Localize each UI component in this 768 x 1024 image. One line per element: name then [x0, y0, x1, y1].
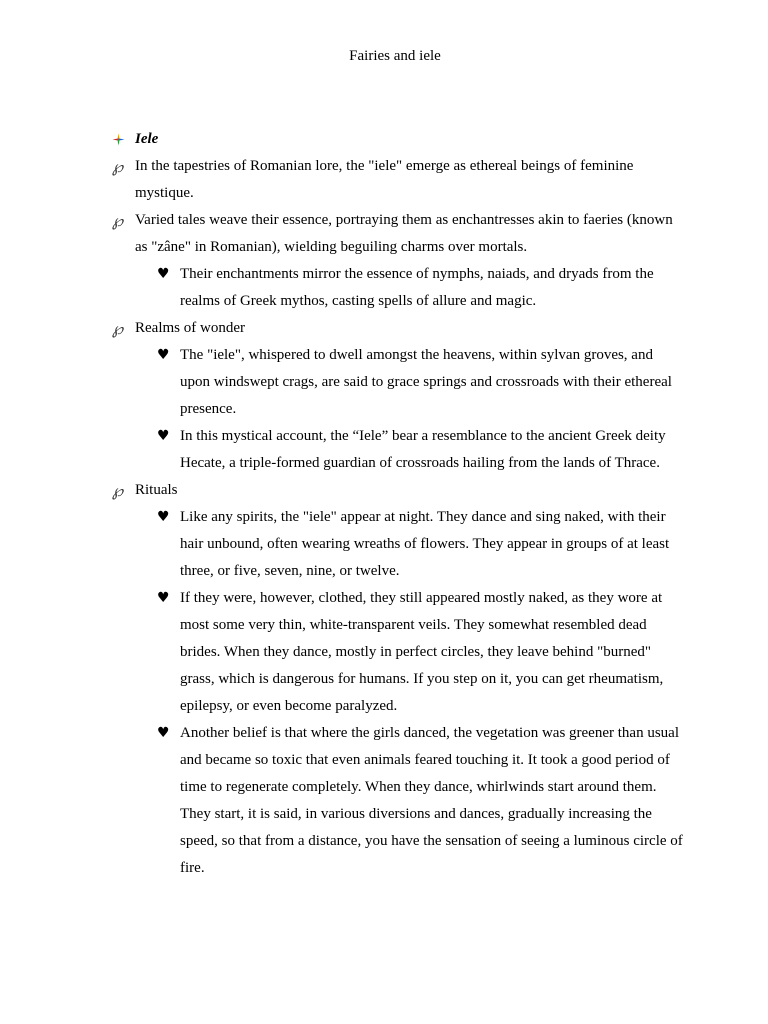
document-body [112, 126, 684, 882]
bullet-list [112, 153, 684, 882]
list-item [112, 153, 684, 207]
sub-list-item [112, 423, 684, 477]
heart-icon: ♥ [157, 509, 170, 525]
sub-list-item [112, 261, 684, 315]
list-item [112, 477, 684, 504]
sub-list-item [112, 720, 684, 882]
sub-list-item [112, 585, 684, 720]
weierstrass-p-icon: ℘ [112, 157, 124, 176]
list-item [112, 315, 684, 342]
list-item-text: Varied tales weave their essence, portraying them as enchantresses akin to faeries (known as "zâne" in Romanian), wielding beguiling charms over mortals. [135, 212, 673, 255]
heart-icon: ♥ [157, 347, 170, 363]
sub-list-item [112, 342, 684, 423]
document-header: Fairies and iele [349, 48, 441, 64]
heart-icon: ♥ [157, 428, 170, 444]
heart-icon: ♥ [157, 590, 170, 606]
section-heading [112, 126, 684, 153]
list-item-text: Their enchantments mirror the essence of nymphs, naiads, and dryads from the realms of Greek mythos, casting spells of allure and magic. [180, 266, 654, 309]
section-heading-text: Iele [135, 131, 159, 147]
list-item-text: The "iele", whispered to dwell amongst the heavens, within sylvan groves, and upon windswept crags, are said to grace springs and crossroads with their ethereal presence. [180, 347, 672, 417]
list-item-text: Realms of wonder [135, 320, 245, 336]
list-item-text: If they were, however, clothed, they still appeared mostly naked, as they wore at most some very thin, white-transparent veils. They somewhat resembled dead brides. When they dance, mostly in perfect circles, they leave behind "burned" grass, which is dangerous for humans. If you step on it, you can get rheumatism, epilepsy, or even become paralyzed. [180, 590, 664, 714]
heart-icon: ♥ [157, 266, 170, 282]
list-item-text: Like any spirits, the "iele" appear at night. They dance and sing naked, with their hair unbound, often wearing wreaths of flowers. They appear in groups of at least three, or five, seven, nine, or twelve. [180, 509, 670, 579]
list-item [112, 207, 684, 261]
weierstrass-p-icon: ℘ [112, 481, 124, 500]
weierstrass-p-icon: ℘ [112, 211, 124, 230]
weierstrass-p-icon: ℘ [112, 319, 124, 338]
list-item-text: Another belief is that where the girls danced, the vegetation was greener than usual and became so toxic that even animals feared touching it. It took a good period of time to regenerate completely. When they dance, whirlwinds start around them. They start, it is said, in various diversions and dances, gradually increasing the speed, so that from a distance, you have the sensation of seeing a luminous circle of fire. [180, 725, 683, 876]
multicolor-star-icon [112, 126, 132, 153]
list-item-text: In this mystical account, the “Iele” bear a resemblance to the ancient Greek deity Hecate, a triple-formed guardian of crossroads hailing from the lands of Thrace. [180, 428, 666, 471]
heart-icon: ♥ [157, 725, 170, 741]
list-item-text: Rituals [135, 482, 178, 498]
list-item-text: In the tapestries of Romanian lore, the "iele" emerge as ethereal beings of feminine mystique. [135, 158, 634, 201]
sub-list-item [112, 504, 684, 585]
